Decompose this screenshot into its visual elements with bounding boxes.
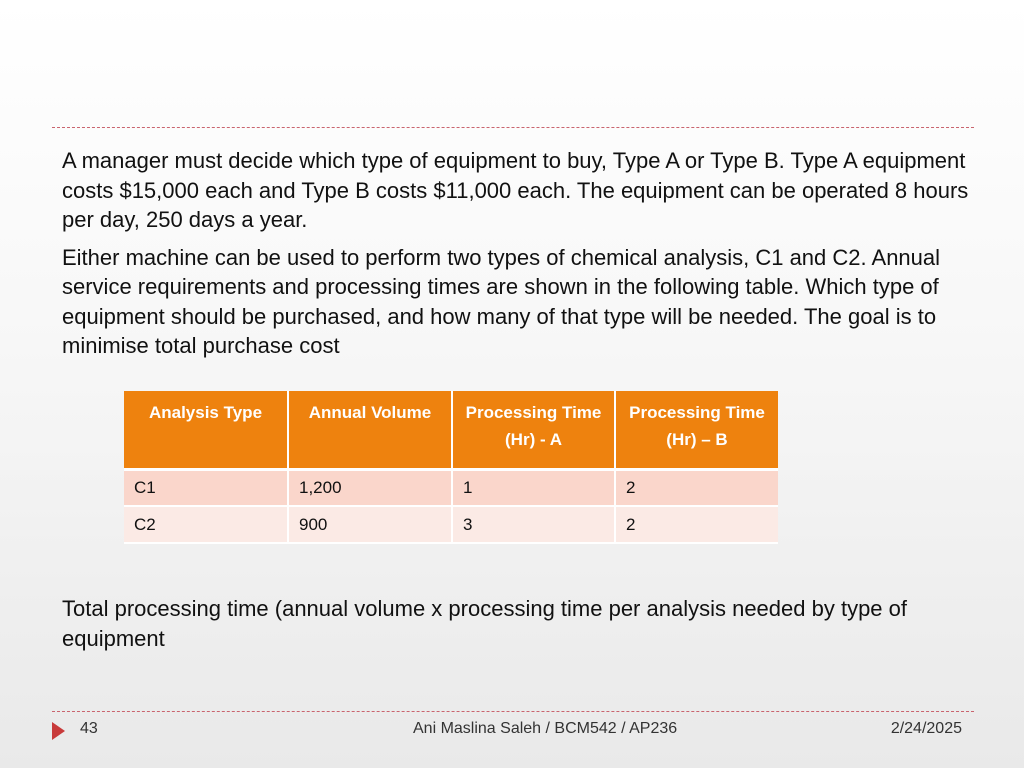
table-row [124, 506, 778, 543]
header-processing-time-b: Processing Time (Hr) – B [615, 391, 778, 469]
table-header-row [124, 391, 778, 469]
cell-processing-time-a: 1 [452, 469, 615, 506]
cell-annual-volume: 900 [288, 506, 452, 543]
problem-paragraph-2: Either machine can be used to perform two types of chemical analysis, C1 and C2. Annual service requirements and processing times are shown in the following table. Which type of equipment should be purchased, and how many of that type will be needed. The goal is to minimise total purchase cost [62, 244, 941, 358]
triangle-arrow-icon [52, 722, 65, 740]
header-analysis-type: Analysis Type [124, 391, 288, 469]
bottom-divider [52, 711, 974, 712]
footer-author: Ani Maslina Saleh / BCM542 / AP236 [413, 720, 678, 737]
table-row [124, 469, 778, 506]
header-processing-time-a: Processing Time (Hr) - A [452, 391, 615, 469]
cell-analysis-type: C2 [124, 506, 288, 543]
page-number: 43 [80, 720, 98, 737]
analysis-table [124, 391, 778, 544]
cell-analysis-type: C1 [124, 469, 288, 506]
summary-text: Total processing time (annual volume x processing time per analysis needed by type of equipment [62, 596, 908, 651]
top-divider [52, 127, 974, 128]
cell-processing-time-b: 2 [615, 506, 778, 543]
problem-paragraph-1: A manager must decide which type of equipment to buy, Type A or Type B. Type A equipment costs $15,000 each and Type B costs $11,000 each. The equipment can be operated 8 hours per day, 250 days a year. [62, 148, 969, 232]
slide-body [62, 146, 972, 369]
cell-annual-volume: 1,200 [288, 469, 452, 506]
header-annual-volume: Annual Volume [288, 391, 452, 469]
cell-processing-time-b: 2 [615, 469, 778, 506]
cell-processing-time-a: 3 [452, 506, 615, 543]
footer-date: 2/24/2025 [890, 720, 962, 737]
